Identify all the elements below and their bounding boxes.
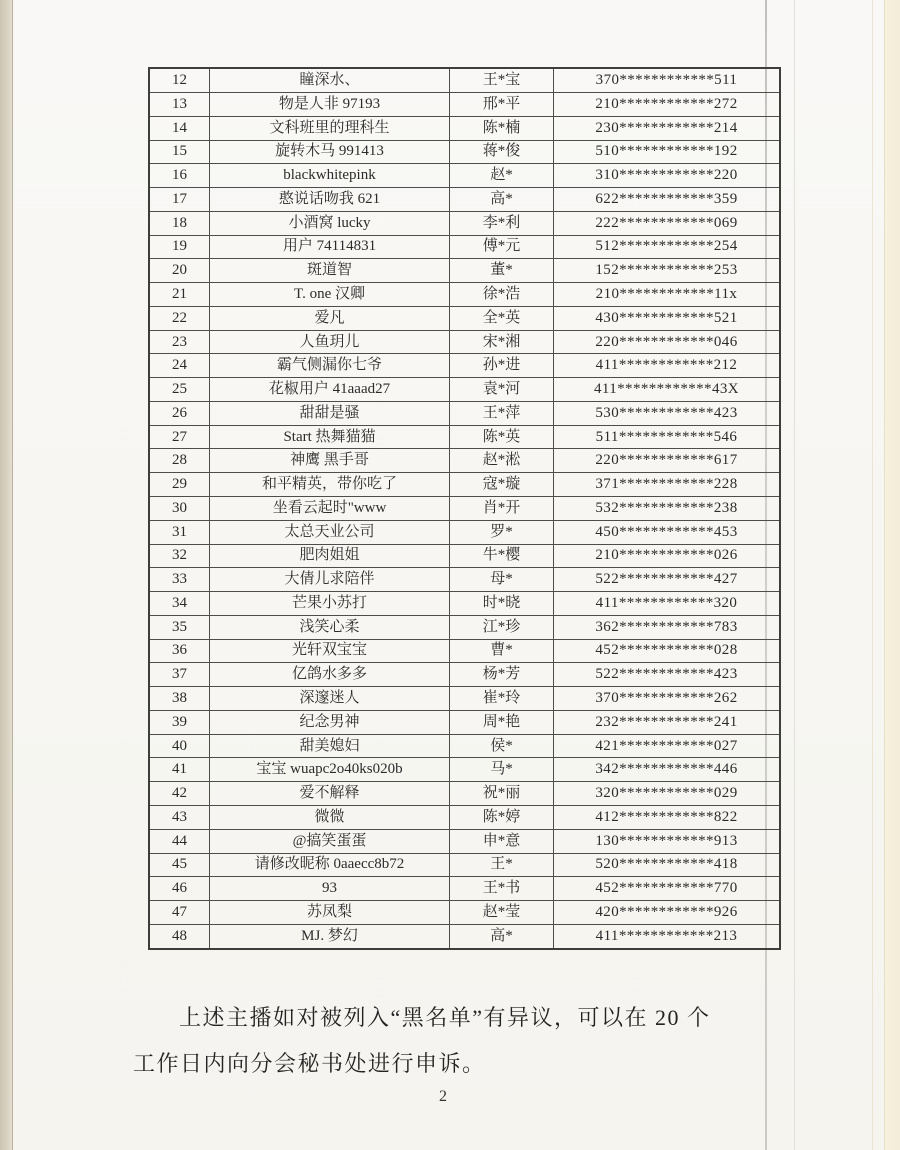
cell-masked-name: 陈*婷 (450, 805, 554, 829)
cell-masked-id: 522************427 (554, 568, 781, 592)
blacklist-roster-table (148, 67, 781, 950)
scan-page-edge-line (872, 0, 873, 1150)
cell-masked-name: 牛*樱 (450, 544, 554, 568)
table-row (149, 592, 780, 616)
cell-masked-name: 王*萍 (450, 401, 554, 425)
cell-masked-id: 230************214 (554, 116, 781, 140)
cell-masked-id: 452************770 (554, 877, 781, 901)
cell-row-number: 31 (149, 520, 210, 544)
cell-masked-name: 王* (450, 853, 554, 877)
cell-masked-name: 高* (450, 924, 554, 949)
table-row (149, 734, 780, 758)
cell-row-number: 20 (149, 259, 210, 283)
cell-row-number: 42 (149, 782, 210, 806)
table-row (149, 330, 780, 354)
table-row (149, 805, 780, 829)
cell-masked-id: 411************213 (554, 924, 781, 949)
cell-nickname: 大倩儿求陪伴 (210, 568, 450, 592)
cell-masked-id: 342************446 (554, 758, 781, 782)
table-row (149, 473, 780, 497)
cell-masked-name: 时*晓 (450, 592, 554, 616)
cell-nickname: 人鱼玥儿 (210, 330, 450, 354)
cell-masked-id: 210************272 (554, 93, 781, 117)
table-row (149, 378, 780, 402)
table-row (149, 520, 780, 544)
cell-nickname: 神鹰 黑手哥 (210, 449, 450, 473)
cell-masked-id: 411************320 (554, 592, 781, 616)
cell-row-number: 24 (149, 354, 210, 378)
cell-masked-name: 杨*芳 (450, 663, 554, 687)
cell-masked-id: 310************220 (554, 164, 781, 188)
cell-masked-id: 130************913 (554, 829, 781, 853)
cell-row-number: 17 (149, 188, 210, 212)
cell-row-number: 22 (149, 306, 210, 330)
cell-masked-id: 450************453 (554, 520, 781, 544)
table-row (149, 877, 780, 901)
cell-nickname: 纪念男神 (210, 710, 450, 734)
cell-nickname: 芒果小苏打 (210, 592, 450, 616)
table-row (149, 663, 780, 687)
cell-masked-id: 532************238 (554, 497, 781, 521)
cell-masked-name: 孙*进 (450, 354, 554, 378)
appeal-note-line1: 上述主播如对被列入“黑名单”有异议，可以在 20 个 (179, 1005, 711, 1030)
cell-row-number: 41 (149, 758, 210, 782)
cell-row-number: 36 (149, 639, 210, 663)
cell-row-number: 15 (149, 140, 210, 164)
cell-masked-name: 李*利 (450, 211, 554, 235)
cell-masked-id: 520************418 (554, 853, 781, 877)
table-row (149, 758, 780, 782)
cell-masked-id: 210************11x (554, 283, 781, 307)
cell-row-number: 28 (149, 449, 210, 473)
cell-masked-id: 152************253 (554, 259, 781, 283)
cell-masked-name: 罗* (450, 520, 554, 544)
table-row (149, 710, 780, 734)
cell-masked-name: 袁*河 (450, 378, 554, 402)
cell-masked-id: 510************192 (554, 140, 781, 164)
cell-masked-name: 王*宝 (450, 68, 554, 93)
cell-nickname: 斑道智 (210, 259, 450, 283)
cell-masked-id: 622************359 (554, 188, 781, 212)
cell-masked-id: 232************241 (554, 710, 781, 734)
cell-masked-name: 母* (450, 568, 554, 592)
table-row (149, 164, 780, 188)
cell-row-number: 43 (149, 805, 210, 829)
cell-masked-id: 522************423 (554, 663, 781, 687)
cell-nickname: 亿鸽水多多 (210, 663, 450, 687)
cell-nickname: 瞳深水、 (210, 68, 450, 93)
cell-row-number: 44 (149, 829, 210, 853)
cell-nickname: 花椒用户 41aaad27 (210, 378, 450, 402)
cell-masked-name: 徐*浩 (450, 283, 554, 307)
table-row (149, 568, 780, 592)
cell-masked-name: 寇*璇 (450, 473, 554, 497)
cell-masked-name: 申*意 (450, 829, 554, 853)
cell-row-number: 19 (149, 235, 210, 259)
cell-row-number: 12 (149, 68, 210, 93)
cell-masked-id: 371************228 (554, 473, 781, 497)
cell-masked-name: 周*艳 (450, 710, 554, 734)
cell-nickname: 肥肉姐姐 (210, 544, 450, 568)
cell-masked-id: 362************783 (554, 615, 781, 639)
cell-nickname: 和平精英，带你吃了 (210, 473, 450, 497)
cell-row-number: 21 (149, 283, 210, 307)
page-number: 2 (439, 1088, 447, 1105)
cell-row-number: 13 (149, 93, 210, 117)
cell-masked-id: 512************254 (554, 235, 781, 259)
scan-page-edge (884, 0, 900, 1150)
cell-masked-id: 411************212 (554, 354, 781, 378)
table-row (149, 283, 780, 307)
cell-masked-name: 邢*平 (450, 93, 554, 117)
cell-masked-id: 430************521 (554, 306, 781, 330)
table-row (149, 639, 780, 663)
cell-nickname: 太总天业公司 (210, 520, 450, 544)
cell-masked-id: 411************43X (554, 378, 781, 402)
cell-masked-name: 王*书 (450, 877, 554, 901)
cell-row-number: 39 (149, 710, 210, 734)
cell-row-number: 46 (149, 877, 210, 901)
cell-masked-name: 陈*楠 (450, 116, 554, 140)
cell-masked-id: 420************926 (554, 901, 781, 925)
cell-nickname: 霸气侧漏你七爷 (210, 354, 450, 378)
cell-row-number: 27 (149, 425, 210, 449)
cell-row-number: 14 (149, 116, 210, 140)
table-row (149, 853, 780, 877)
cell-masked-id: 370************262 (554, 687, 781, 711)
cell-row-number: 38 (149, 687, 210, 711)
cell-nickname: blackwhitepink (210, 164, 450, 188)
table-row (149, 497, 780, 521)
cell-nickname: 甜甜是骚 (210, 401, 450, 425)
table-row (149, 354, 780, 378)
cell-row-number: 25 (149, 378, 210, 402)
appeal-note-line2: 工作日内向分会秘书处进行申诉。 (133, 1051, 486, 1076)
cell-masked-name: 宋*湘 (450, 330, 554, 354)
cell-masked-id: 511************546 (554, 425, 781, 449)
cell-nickname: 浅笑心柔 (210, 615, 450, 639)
cell-masked-name: 崔*玲 (450, 687, 554, 711)
cell-masked-name: 江*珍 (450, 615, 554, 639)
table-row (149, 188, 780, 212)
cell-masked-id: 220************046 (554, 330, 781, 354)
scan-fold-line-faint (794, 0, 795, 1150)
cell-row-number: 29 (149, 473, 210, 497)
cell-row-number: 40 (149, 734, 210, 758)
cell-row-number: 32 (149, 544, 210, 568)
cell-nickname: 用户 74114831 (210, 235, 450, 259)
cell-masked-name: 马* (450, 758, 554, 782)
cell-masked-id: 452************028 (554, 639, 781, 663)
cell-row-number: 35 (149, 615, 210, 639)
cell-nickname: 旋转木马 991413 (210, 140, 450, 164)
cell-masked-name: 赵* (450, 164, 554, 188)
cell-nickname: 请修改昵称 0aaecc8b72 (210, 853, 450, 877)
cell-masked-id: 412************822 (554, 805, 781, 829)
table-row (149, 306, 780, 330)
cell-masked-name: 赵*淞 (450, 449, 554, 473)
table-row (149, 829, 780, 853)
table-row (149, 68, 780, 93)
cell-masked-id: 530************423 (554, 401, 781, 425)
cell-nickname: 甜美媳妇 (210, 734, 450, 758)
cell-masked-name: 蒋*俊 (450, 140, 554, 164)
cell-masked-name: 全*英 (450, 306, 554, 330)
cell-nickname: @搞笑蛋蛋 (210, 829, 450, 853)
cell-row-number: 34 (149, 592, 210, 616)
cell-nickname: T. one 汉卿 (210, 283, 450, 307)
cell-nickname: 93 (210, 877, 450, 901)
cell-masked-name: 傅*元 (450, 235, 554, 259)
cell-nickname: 文科班里的理科生 (210, 116, 450, 140)
table-row (149, 140, 780, 164)
table-row (149, 425, 780, 449)
table-row (149, 924, 780, 949)
cell-masked-name: 赵*莹 (450, 901, 554, 925)
cell-masked-id: 210************026 (554, 544, 781, 568)
cell-masked-id: 421************027 (554, 734, 781, 758)
scan-spine-edge (0, 0, 13, 1150)
table-row (149, 901, 780, 925)
cell-row-number: 33 (149, 568, 210, 592)
cell-row-number: 26 (149, 401, 210, 425)
cell-nickname: 光轩双宝宝 (210, 639, 450, 663)
table-row (149, 235, 780, 259)
cell-nickname: 憨说话吻我 621 (210, 188, 450, 212)
cell-masked-id: 370************511 (554, 68, 781, 93)
cell-row-number: 45 (149, 853, 210, 877)
appeal-note-paragraph (133, 995, 773, 1087)
cell-row-number: 18 (149, 211, 210, 235)
cell-masked-name: 侯* (450, 734, 554, 758)
cell-nickname: 小酒窝 lucky (210, 211, 450, 235)
cell-nickname: 微微 (210, 805, 450, 829)
cell-nickname: 苏凤梨 (210, 901, 450, 925)
cell-row-number: 47 (149, 901, 210, 925)
cell-row-number: 23 (149, 330, 210, 354)
cell-masked-name: 肖*开 (450, 497, 554, 521)
table-row (149, 449, 780, 473)
table-row (149, 615, 780, 639)
table-row (149, 259, 780, 283)
cell-nickname: MJ. 梦幻 (210, 924, 450, 949)
table-row (149, 211, 780, 235)
cell-masked-name: 曹* (450, 639, 554, 663)
cell-masked-name: 祝*丽 (450, 782, 554, 806)
table-row (149, 93, 780, 117)
cell-row-number: 16 (149, 164, 210, 188)
cell-row-number: 48 (149, 924, 210, 949)
cell-nickname: 爱凡 (210, 306, 450, 330)
cell-masked-id: 220************617 (554, 449, 781, 473)
cell-nickname: 爱不解释 (210, 782, 450, 806)
cell-masked-name: 董* (450, 259, 554, 283)
cell-masked-id: 320************029 (554, 782, 781, 806)
table-row (149, 687, 780, 711)
table-row (149, 401, 780, 425)
cell-nickname: 坐看云起时"www (210, 497, 450, 521)
cell-row-number: 37 (149, 663, 210, 687)
cell-nickname: 物是人非 97193 (210, 93, 450, 117)
cell-row-number: 30 (149, 497, 210, 521)
table-row (149, 544, 780, 568)
cell-masked-id: 222************069 (554, 211, 781, 235)
cell-nickname: Start 热舞猫猫 (210, 425, 450, 449)
table-row (149, 782, 780, 806)
cell-masked-name: 高* (450, 188, 554, 212)
cell-nickname: 宝宝 wuapc2o40ks020b (210, 758, 450, 782)
table-row (149, 116, 780, 140)
cell-masked-name: 陈*英 (450, 425, 554, 449)
cell-nickname: 深邃迷人 (210, 687, 450, 711)
